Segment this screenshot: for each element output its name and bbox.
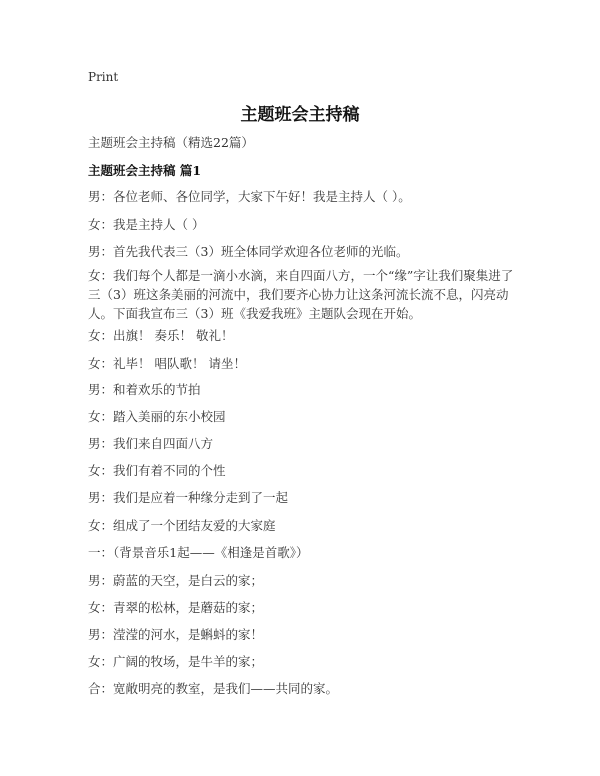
script-line: 男：蔚蓝的天空，是白云的家；	[88, 573, 264, 588]
script-line: 男：滢滢的河水，是蝌蚪的家！	[88, 627, 264, 642]
script-line: 女：我们每个人都是一滴小水滴，来自四面八方，一个“缘”字让我们聚集进了三（3）班这条美丽的河流中，我们要齐心协力让这条河流长流不息，闪亮动人。下面我宣布三（3）班《我爱我班》主题队会现在开始。	[88, 268, 514, 321]
page-title: 主题班会主持稿	[240, 105, 360, 125]
script-line: 男：各位老师、各位同学，大家下午好！我是主持人（ ）。	[88, 189, 411, 204]
script-line: 一：（背景音乐1起——《相逢是首歌》）	[88, 545, 309, 560]
script-line: 男：我们来自四面八方	[88, 436, 214, 451]
script-line: 女：我们有着不同的个性	[88, 463, 226, 478]
document-subtitle: 主题班会主持稿（精选22篇）	[88, 135, 254, 150]
print-label[interactable]: Print	[88, 70, 119, 84]
script-line: 女：礼毕！ 唱队歌！ 请坐！	[88, 356, 246, 371]
script-line: 女：出旗！ 奏乐！ 敬礼！	[88, 328, 234, 343]
script-line: 合：宽敞明亮的教室，是我们——共同的家。	[88, 681, 339, 696]
script-line: 男：首先我代表三（3）班全体同学欢迎各位老师的光临。	[88, 244, 409, 259]
script-line: 女：广阔的牧场，是牛羊的家；	[88, 654, 264, 669]
script-line: 女：青翠的松林，是蘑菇的家；	[88, 600, 264, 615]
script-line: 女：踏入美丽的东小校园	[88, 409, 226, 424]
script-line: 女：组成了一个团结友爱的大家庭	[88, 518, 276, 533]
script-line: 女：我是主持人（ ）	[88, 217, 205, 232]
script-line: 男：和着欢乐的节拍	[88, 382, 201, 397]
section-heading: 主题班会主持稿 篇1	[88, 163, 202, 178]
script-line: 男：我们是应着一种缘分走到了一起	[88, 490, 289, 505]
